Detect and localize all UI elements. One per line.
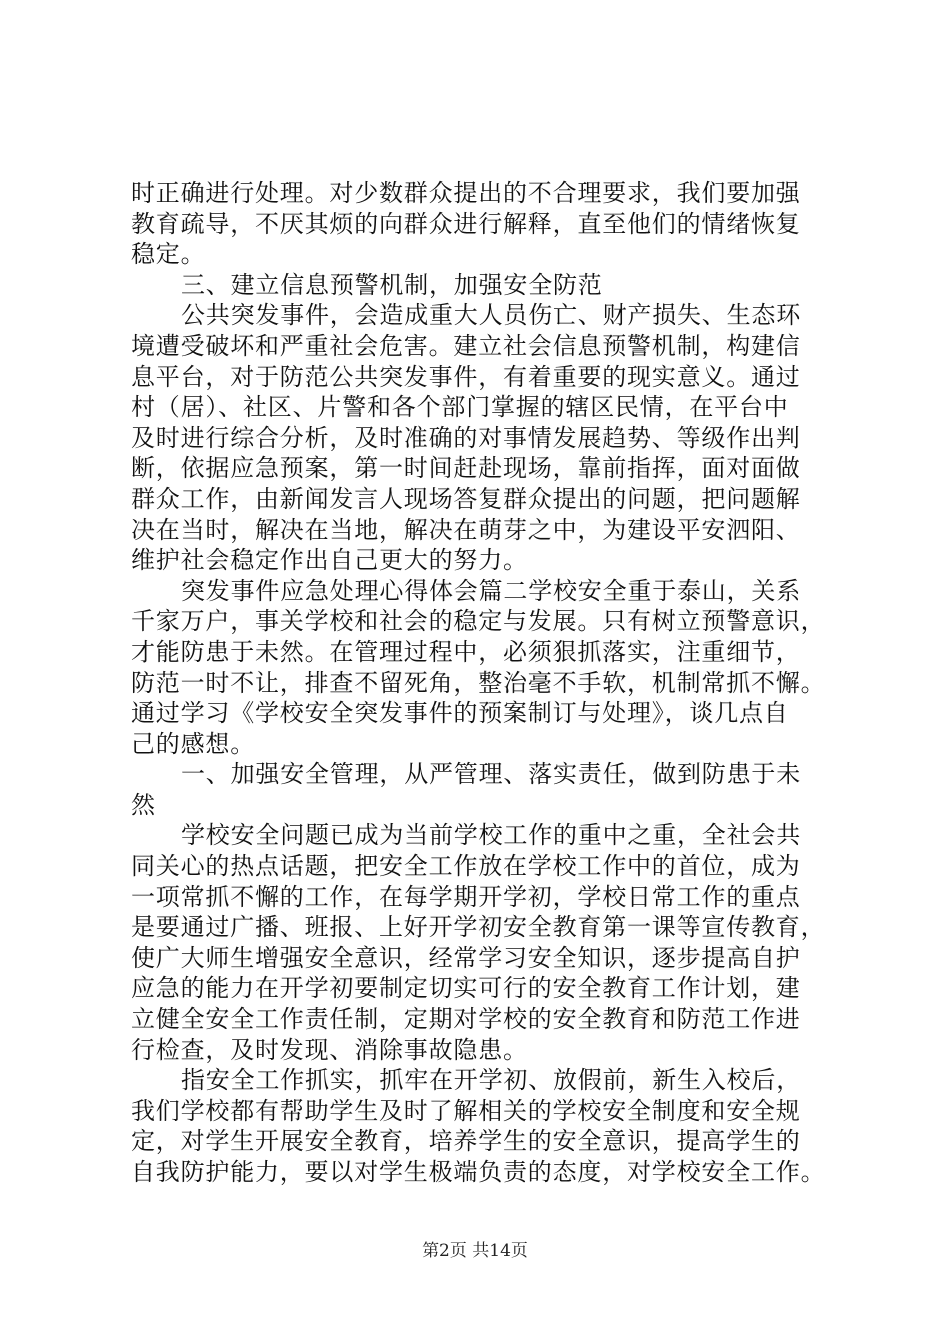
text-line: 断，依据应急预案，第一时间赶赴现场，靠前指挥，面对面做 — [131, 454, 801, 483]
text-line: 行检查，及时发现、消除事故隐患。 — [131, 1035, 528, 1064]
text-line: 决在当时，解决在当地，解决在萌芽之中，为建设平安泗阳、 — [131, 515, 801, 544]
text-line: 维护社会稳定作出自己更大的努力。 — [131, 546, 528, 575]
text-line: 立健全安全工作责任制，定期对学校的安全教育和防范工作进 — [131, 1005, 801, 1034]
text-line: 同关心的热点话题，把安全工作放在学校工作中的首位，成为 — [131, 852, 801, 881]
text-line: 公共突发事件，会造成重大人员伤亡、财产损失、生态环 — [181, 301, 801, 330]
text-line: 定，对学生开展安全教育，培养学生的安全意识，提高学生的 — [131, 1127, 801, 1156]
text-line: 己的感想。 — [131, 729, 255, 758]
text-line: 群众工作，由新闻发言人现场答复群众提出的问题，把问题解 — [131, 484, 801, 513]
text-line: 时正确进行处理。对少数群众提出的不合理要求，我们要加强 — [131, 179, 801, 207]
section-heading-continued: 然 — [131, 790, 156, 819]
page-number-footer: 第2页 共14页 — [422, 1241, 528, 1261]
text-line: 才能防患于未然。在管理过程中，必须狠抓落实，注重细节， — [131, 637, 801, 666]
text-line: 使广大师生增强安全意识，经常学习安全知识，逐步提高自护 — [131, 943, 801, 972]
text-line: 息平台，对于防范公共突发事件，有着重要的现实意义。通过 — [131, 362, 801, 391]
section-heading: 三、建立信息预警机制，加强安全防范 — [181, 270, 603, 299]
document-body — [131, 178, 831, 1188]
text-line: 我们学校都有帮助学生及时了解相关的学校安全制度和安全规 — [131, 1096, 801, 1125]
text-line: 通过学习《学校安全突发事件的预案制订与处理》，谈几点自 — [131, 699, 789, 728]
text-line: 稳定。 — [131, 240, 206, 269]
section-heading: 一、加强安全管理，从严管理、落实责任，做到防患于未 — [181, 760, 801, 789]
text-line: 一项常抓不懈的工作，在每学期开学初，学校日常工作的重点 — [131, 882, 801, 911]
text-line: 千家万户，事关学校和社会的稳定与发展。只有树立预警意识， — [131, 607, 826, 636]
text-line: 教育疏导，不厌其烦的向群众进行解释，直至他们的情绪恢复 — [131, 209, 801, 238]
text-line: 应急的能力在开学初要制定切实可行的安全教育工作计划，建 — [131, 974, 801, 1003]
text-line: 自我防护能力，要以对学生极端负责的态度，对学校安全工作。 — [131, 1158, 826, 1186]
text-line: 及时进行综合分析，及时准确的对事情发展趋势、等级作出判 — [131, 423, 801, 452]
text-line: 防范一时不让，排查不留死角，整治毫不手软，机制常抓不懈。 — [131, 668, 826, 697]
text-line: 境遭受破坏和严重社会危害。建立社会信息预警机制，构建信 — [131, 331, 801, 360]
text-line: 是要通过广播、班报、上好开学初安全教育第一课等宣传教育， — [131, 913, 826, 942]
text-line: 村（居）、社区、片警和各个部门掌握的辖区民情，在平台中 — [131, 393, 789, 422]
text-line: 指安全工作抓实，抓牢在开学初、放假前，新生入校后， — [181, 1066, 801, 1095]
text-line: 学校安全问题已成为当前学校工作的重中之重，全社会共 — [181, 821, 801, 850]
text-line: 突发事件应急处理心得体会篇二学校安全重于泰山，关系 — [181, 576, 801, 605]
